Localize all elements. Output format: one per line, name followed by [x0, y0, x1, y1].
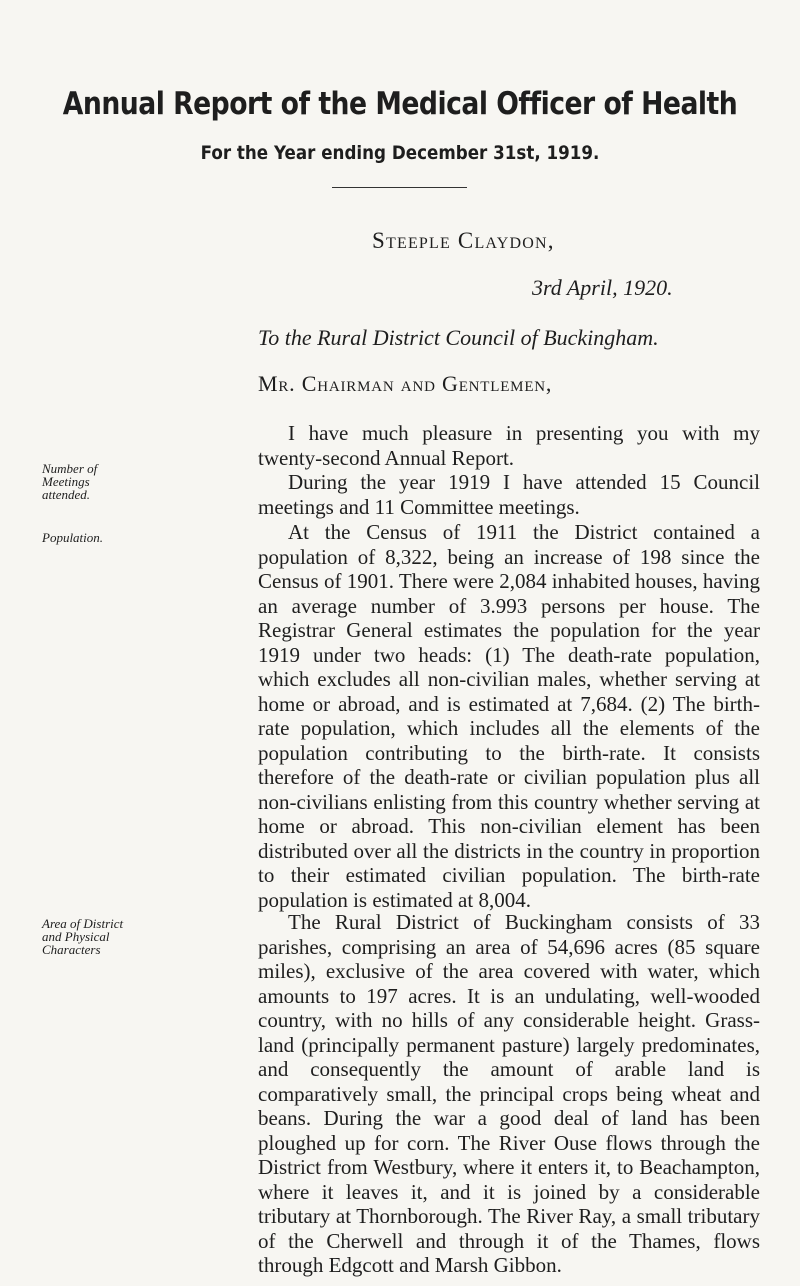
side-note-meetings: Number of Meetings attended. [42, 461, 98, 502]
paragraph-population: At the Census of 1911 the District contained a population of 8,322, being an increase of 198 since the Census of 1901. There were 2,084 inhabited houses, having an average number of 3.993 persons per house. The Registrar General estimates the population for the year 1919 under two heads: (1) The death-rate population, which excludes all non-civilian males, whether serving at home or abroad, and is estimated at 7,684. (2) The birth-rate population, which includes all the elements of the population contributing to the birth-rate. It consists therefore of the death-rate or civilian population plus all non-civilians enlisting from this country whether serving at home or abroad. This non-civilian element has been distributed over all the districts in the country in proportion to their estimated civilian population. The birth-rate population is estimated at 8,004. [258, 520, 760, 912]
paragraph-intro: I have much pleasure in presenting you with my twenty-second Annual Report. [258, 421, 760, 470]
letter-salutation: Mr. Chairman and Gentlemen, [258, 371, 553, 396]
report-subtitle: For the Year ending December 31st, 1919. [200, 142, 600, 164]
side-note-area: Area of District and Physical Characters [42, 916, 124, 957]
letter-date: 3rd April, 1920. [532, 275, 673, 300]
side-note-population: Population. [42, 530, 104, 545]
letter-place: Steeple Claydon, [372, 228, 555, 253]
paragraph-meetings: During the year 1919 I have attended 15 Council meetings and 11 Committee meetings. [258, 470, 760, 519]
report-title: Annual Report of the Medical Officer of Health [62, 86, 738, 122]
paragraph-area: The Rural District of Buckingham consists of 33 parishes, comprising an area of 54,696 acres (85 square miles), exclusive of the area covered with water, which amounts to 197 acres. It is an undulating, well-wooded country, with no hills of any considerable height. Grass-land (principally permanent pasture) largely predominates, and consequently the amount of arable land is comparatively small, the principal crops being wheat and beans. During the war a good deal of land has been ploughed up for corn. The River Ouse flows through the District from Westbury, where it enters it, to Beachampton, where it leaves it, and it is joined by a considerable tributary at Thornborough. The River Ray, a small tributary of the Cherwell and through it of the Thames, flows through Edgcott and Marsh Gibbon. [258, 910, 760, 1277]
letter-addressee: To the Rural District Council of Buckingham. [258, 325, 659, 350]
divider-rule [332, 187, 467, 188]
